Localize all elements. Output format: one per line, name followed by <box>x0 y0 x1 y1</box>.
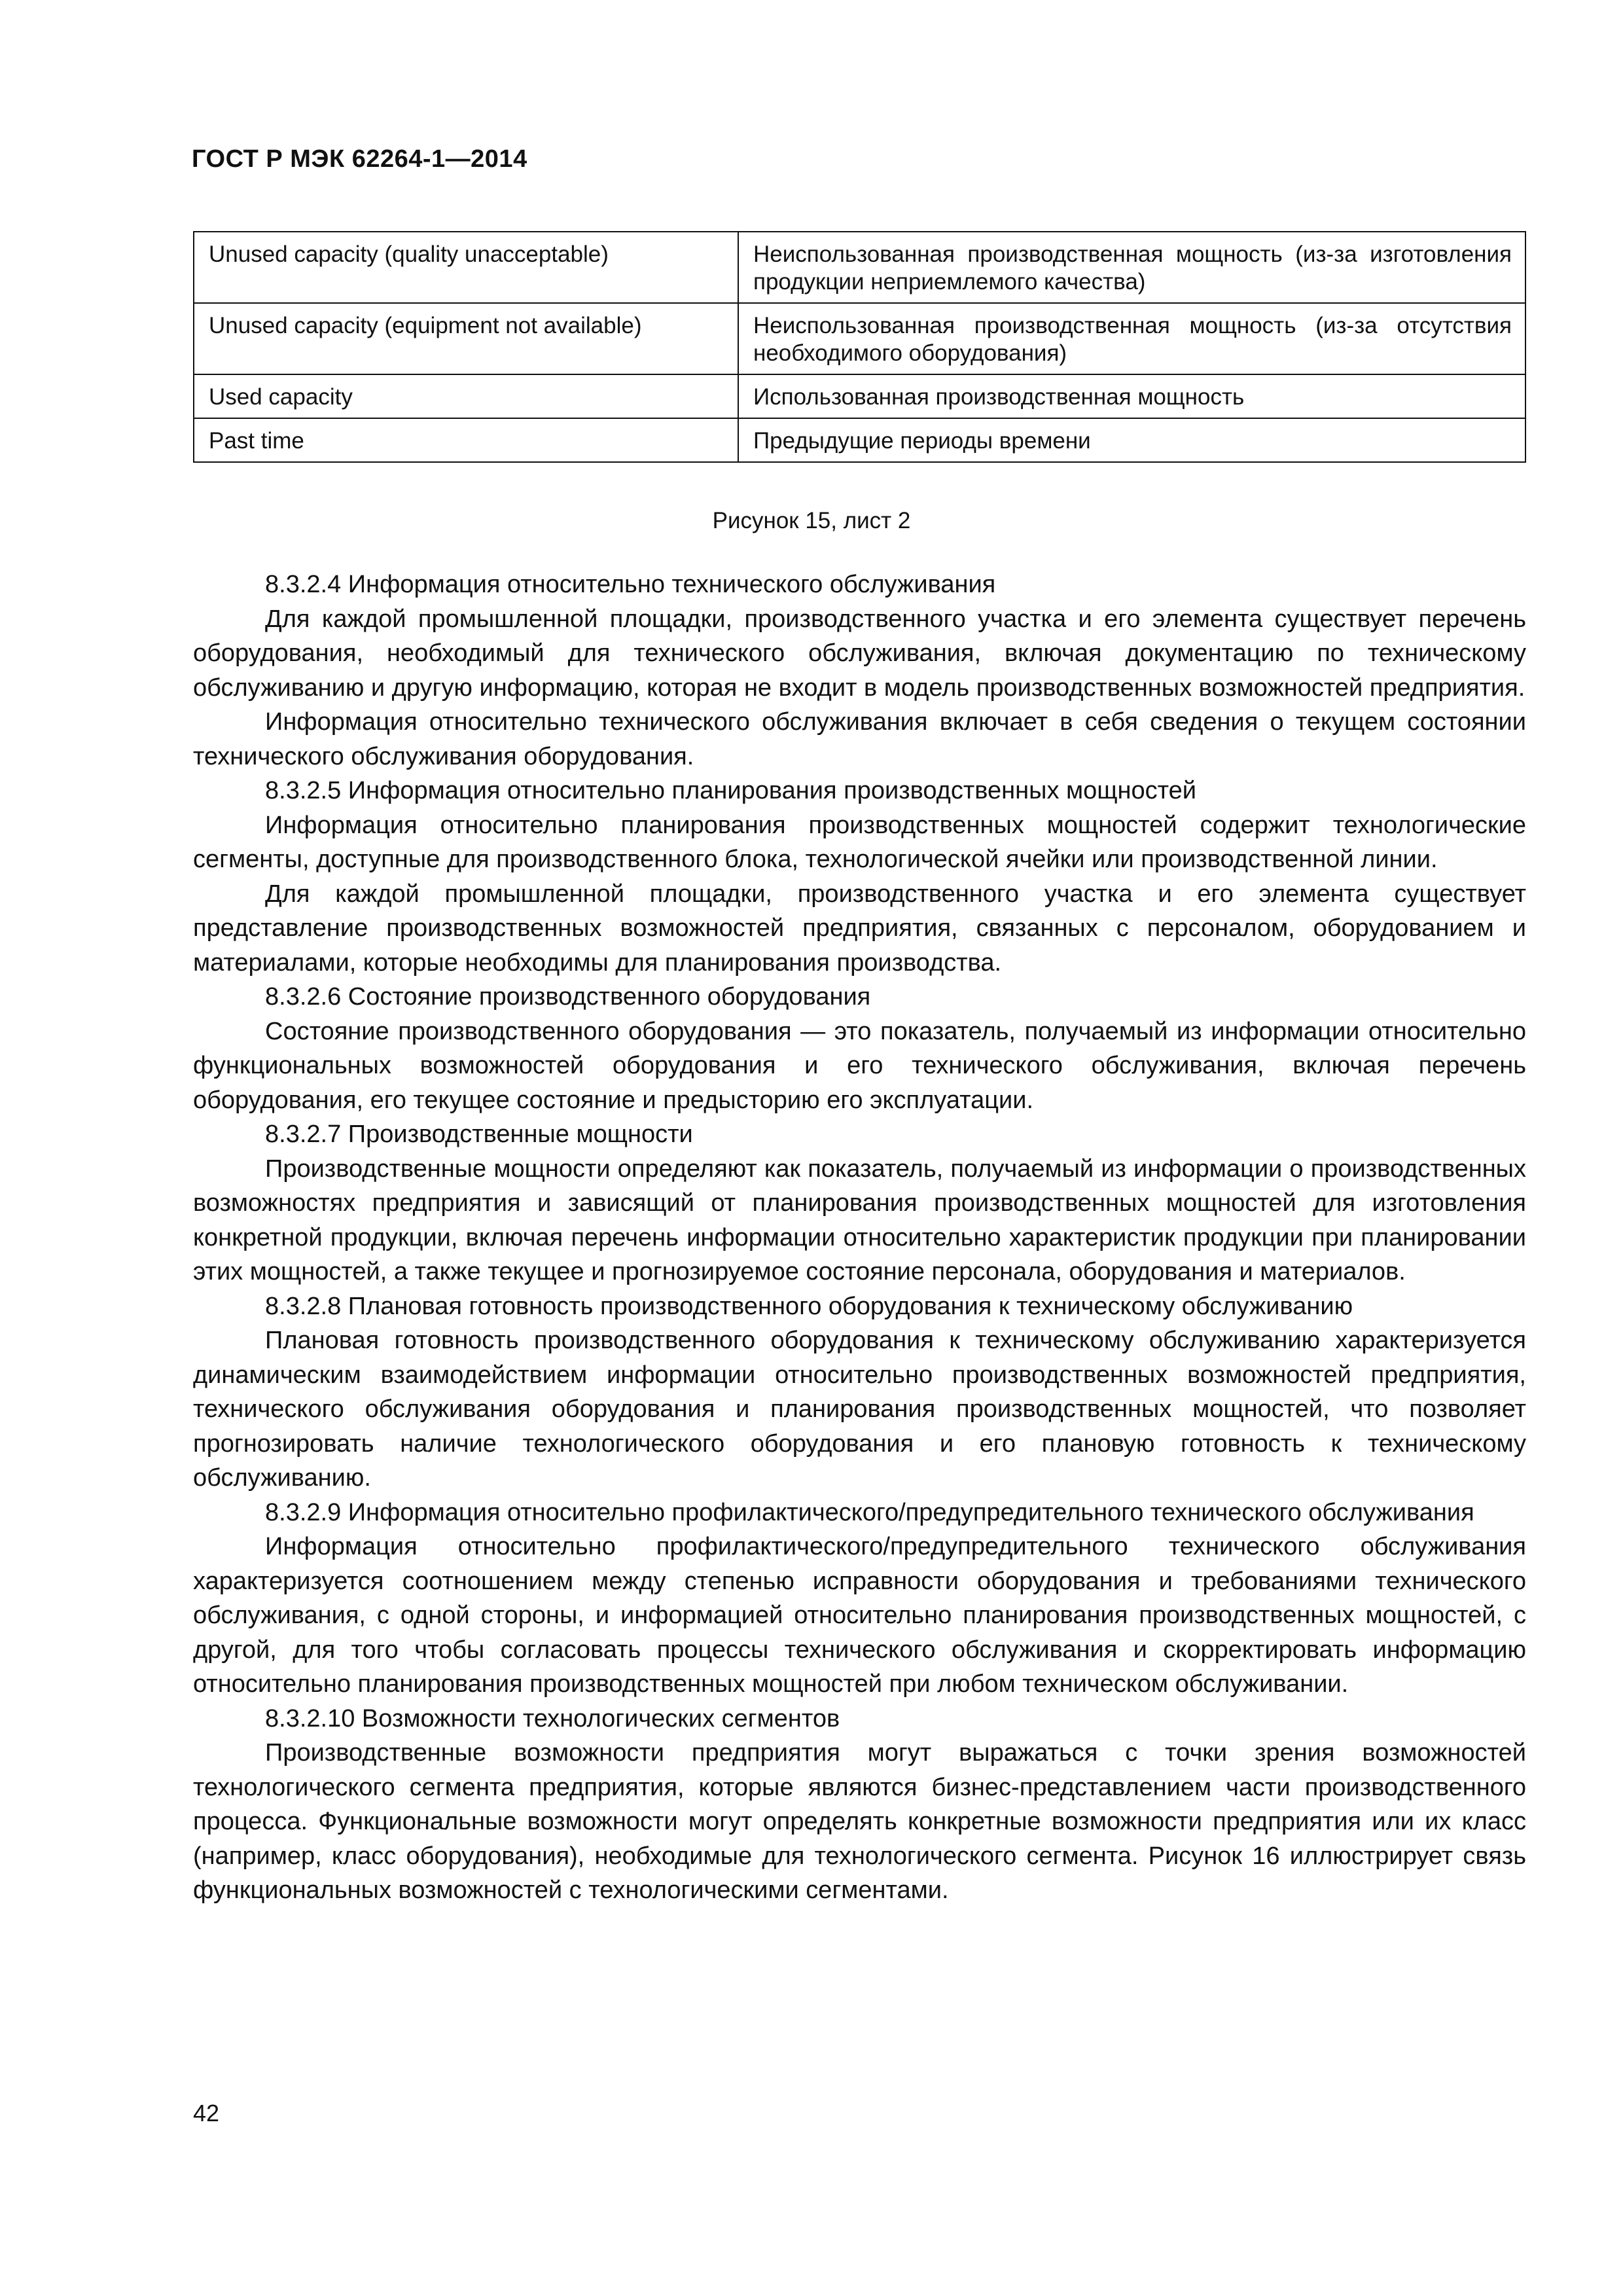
paragraph: Информация относительно технического обслуживания включает в себя сведения о текущем состоянии технического обслуживания оборудования. <box>193 708 1526 770</box>
table-row <box>194 418 1525 462</box>
paragraph: Плановая готовность производственного оборудования к техническому обслуживанию характеризуется динамическим взаимодействием информации относительно производственных возможностей предприятия, технического обслуживания оборудования и планирования производственных мощностей, что позволяет прогнозировать наличие технологического оборудования и его плановую готовность к техническому обслуживанию. <box>193 1327 1526 1492</box>
paragraph: Для каждой промышленной площадки, производственного участка и его элемента существует представление производственных возможностей предприятия, связанных с персоналом, оборудованием и материалами, которые необходимы для планирования производства. <box>193 880 1526 977</box>
term-en: Used capacity <box>194 374 738 418</box>
document-header: ГОСТ Р МЭК 62264-1—2014 <box>192 145 527 173</box>
paragraph: Состояние производственного оборудования — это показатель, получаемый из информации относительно функциональных возможностей оборудования и его технического обслуживания, включая перечень оборудования, его текущее состояние и предысторию его эксплуатации. <box>193 1017 1526 1114</box>
figure-caption: Рисунок 15, лист 2 <box>712 508 911 533</box>
section-heading: 8.3.2.9 Информация относительно профилактического/предупредительного технического обслуживания <box>265 1498 1474 1526</box>
paragraph: Производственные возможности предприятия могут выражаться с точки зрения возможностей технологического сегмента предприятия, которые являются бизнес-представлением части производственного процесса. Функциональные возможности могут определять конкретные возможности предприятия или их класс (например, класс оборудования), необходимые для технологического сегмента. Рисунок 16 иллюстрирует связь функциональных возможностей с технологическими сегментами. <box>193 1739 1526 1904</box>
paragraph: Производственные мощности определяют как показатель, получаемый из информации о производственных возможностях предприятия и зависящий от планирования производственных мощностей для изготовления конкретной продукции, включая перечень информации относительно характеристик продукции при планировании этих мощностей, а также текущее и прогнозируемое состояние персонала, оборудования и материалов. <box>193 1155 1526 1285</box>
paragraph: Информация относительно профилактического/предупредительного технического обслуживания характеризуется соотношением между степенью исправности оборудования и требованиями технического обслуживания, с одной стороны, и информацией относительно планирования производственных мощностей, с другой, для того чтобы согласовать процессы технического обслуживания и скорректировать информацию относительно планирования производственных мощностей при любом техническом обслуживании. <box>193 1533 1526 1698</box>
paragraph: Информация относительно планирования производственных мощностей содержит технологические сегменты, доступные для производственного блока, технологической ячейки или производственной линии. <box>193 811 1526 873</box>
term-ru: Использованная производственная мощность <box>738 374 1525 418</box>
term-ru: Неиспользованная производственная мощность (из-за изготовления продукции неприемлемого качества) <box>738 232 1525 303</box>
glossary-table <box>193 231 1526 463</box>
body-text <box>193 567 1526 1908</box>
section-heading: 8.3.2.4 Информация относительно технического обслуживания <box>265 571 996 598</box>
page-number: 42 <box>193 2100 220 2126</box>
paragraph: Для каждой промышленной площадки, производственного участка и его элемента существует перечень оборудования, необходимый для технического обслуживания, включая документацию по техническому обслуживанию и другую информацию, которая не входит в модель производственных возможностей предприятия. <box>193 605 1526 702</box>
section-heading: 8.3.2.5 Информация относительно планирования производственных мощностей <box>265 777 1196 804</box>
term-en: Past time <box>194 418 738 462</box>
section-heading: 8.3.2.6 Состояние производственного оборудования <box>265 983 871 1011</box>
section-heading: 8.3.2.10 Возможности технологических сегментов <box>265 1704 840 1732</box>
term-ru: Неиспользованная производственная мощность (из-за отсутствия необходимого оборудования) <box>738 303 1525 374</box>
table-row <box>194 232 1525 303</box>
term-en: Unused capacity (quality unacceptable) <box>194 232 738 303</box>
term-ru: Предыдущие периоды времени <box>738 418 1525 462</box>
section-heading: 8.3.2.8 Плановая готовность производственного оборудования к техническому обслуживанию <box>265 1292 1353 1320</box>
section-heading: 8.3.2.7 Производственные мощности <box>265 1121 693 1148</box>
table-row <box>194 374 1525 418</box>
term-en: Unused capacity (equipment not available) <box>194 303 738 374</box>
table-row <box>194 303 1525 374</box>
